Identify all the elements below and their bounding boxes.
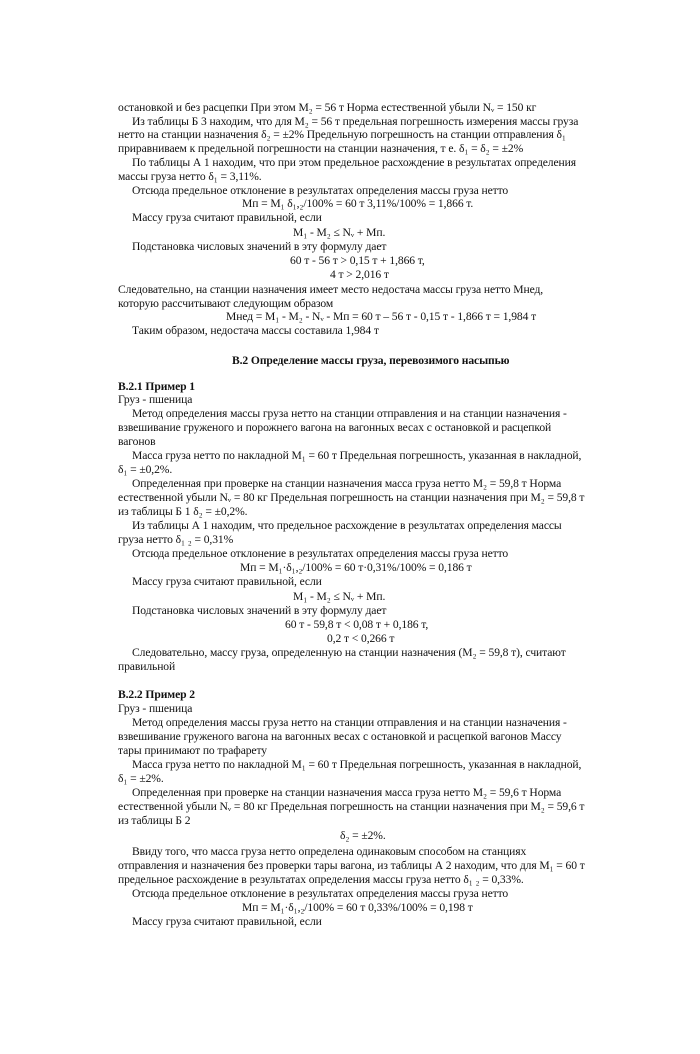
text-line: из таблицы Б 1 δ₂ = ±0,2%. (118, 505, 248, 518)
text-line: взвешивание груженого вагона на вагонных весах с остановкой и расцепкой вагонов Массу (118, 730, 562, 743)
text-line: Ввиду того, что масса груза нетто определена одинаковым способом на станциях (132, 845, 527, 858)
text-line: Отсюда предельное отклонение в результатах определения массы груза нетто (132, 184, 509, 197)
text-line: из таблицы Б 2 (118, 814, 191, 827)
text-line: Из таблицы Б 3 находим, что для M₂ = 56 т предельная погрешность измерения массы груза (132, 115, 579, 128)
text-line: Метод определения массы груза нетто на станции отправления и на станции назначения - (132, 716, 567, 729)
text-line: груза нетто δ₁ ₂ = 0,31% (118, 533, 234, 546)
text-line: Массу груза считают правильной, если (132, 211, 322, 224)
text-line: тары принимают по трафарету (118, 744, 267, 757)
text-line: предельное расхождение в результатах определения массы груза нетто δ₁ ₂ = 0,33%. (118, 873, 524, 886)
formula: δ₂ = ±2%. (340, 829, 386, 842)
subsection-heading: В.2.1 Пример 1 (118, 380, 195, 393)
text-line: Определенная при проверке на станции назначения масса груза нетто M₂ = 59,6 т Норма (132, 786, 562, 799)
text-line: естественной убыли Nᵥ = 80 кг Предельная погрешность на станции назначения при M₂ = 59,8 т (118, 491, 585, 504)
text-line: приравниваем к предельной погрешности на станции назначения, т е. δ₁ = δ₂ = ±2% (118, 142, 524, 155)
text-line: взвешивание груженого и порожнего вагона на вагонных весах с остановкой и расцепкой (118, 421, 552, 434)
text-line: Масса груза нетто по накладной M₁ = 60 т Предельная погрешность, указанная в накладной, (132, 758, 582, 771)
text-line: Метод определения массы груза нетто на станции отправления и на станции назначения - (132, 407, 567, 420)
formula: M₁ - M₂ ≤ Nᵥ + Mп. (293, 226, 386, 239)
text-line: остановкой и без расцепки При этом M₂ = 56 т Норма естественной убыли Nᵥ = 150 кг (118, 101, 537, 114)
formula: 60 т - 59,8 т < 0,08 т + 0,186 т, (285, 618, 429, 631)
text-line: правильной (118, 660, 176, 673)
text-line: Следовательно, массу груза, определенную на станции назначения (M₂ = 59,8 т), считают (132, 646, 566, 659)
text-line: По таблицы А 1 находим, что при этом предельное расхождение в результатах определения (132, 156, 576, 169)
text-line: Из таблицы А 1 находим, что предельное расхождение в результатах определения массы (132, 519, 562, 532)
text-line: вагонов (118, 435, 156, 448)
text-line: Груз - пшеница (118, 702, 193, 715)
text-line: естественной убыли Nᵥ = 80 кг Предельная погрешность на станции назначения при M₂ = 59,6 т (118, 800, 585, 813)
section-heading: В.2 Определение массы груза, перевозимого насыпью (232, 354, 510, 367)
formula: Mп = M₁·δ₁,₂/100% = 60 т·0,31%/100% = 0,186 т (240, 561, 472, 574)
text-line: δ₁ = ±2%. (118, 772, 164, 785)
text-line: Отсюда предельное отклонение в результатах определения массы груза нетто (132, 887, 509, 900)
text-line: отправления и назначения без проверки тары вагона, из таблицы А 2 находим, что для M₁ = 60 т (118, 859, 585, 872)
text-line: Груз - пшеница (118, 393, 193, 406)
text-line: δ₁ = ±0,2%. (118, 463, 173, 476)
text-line: нетто на станции назначения δ₂ = ±2% Предельную погрешность на станции отправления δ₁ (118, 128, 566, 141)
formula: M₁ - M₂ ≤ Nᵥ + Mп. (293, 590, 386, 603)
formula: Mп = M₁·δ₁,₂/100% = 60 т 0,33%/100% = 0,198 т (242, 901, 473, 914)
text-line: Следовательно, на станции назначения имеет место недостача массы груза нетто Mнед, (118, 283, 544, 296)
text-line: Подстановка числовых значений в эту формулу дает (132, 240, 387, 253)
text-line: Отсюда предельное отклонение в результатах определения массы груза нетто (132, 547, 509, 560)
formula: 0,2 т < 0,266 т (327, 632, 395, 645)
text-line: которую рассчитывают следующим образом (118, 297, 334, 310)
formula: 60 т - 56 т > 0,15 т + 1,866 т, (290, 254, 425, 267)
formula: Mп = M₁ δ₁,₂/100% = 60 т 3,11%/100% = 1,866 т. (242, 197, 474, 210)
text-line: Масса груза нетто по накладной M₁ = 60 т Предельная погрешность, указанная в накладной, (132, 449, 582, 462)
text-line: Таким образом, недостача массы составила 1,984 т (132, 324, 379, 337)
text-line: Массу груза считают правильной, если (132, 575, 322, 588)
text-line: Определенная при проверке на станции назначения масса груза нетто M₂ = 59,8 т Норма (132, 477, 562, 490)
text-line: Подстановка числовых значений в эту формулу дает (132, 604, 387, 617)
formula: 4 т > 2,016 т (330, 268, 389, 281)
subsection-heading: В.2.2 Пример 2 (118, 688, 195, 701)
text-line: массы груза нетто δ₁ = 3,11%. (118, 170, 262, 183)
text-line: Массу груза считают правильной, если (132, 915, 322, 928)
formula: Mнед = M₁ - M₂ - Nᵥ - Mп = 60 т – 56 т - 0,15 т - 1,866 т = 1,984 т (226, 310, 537, 323)
